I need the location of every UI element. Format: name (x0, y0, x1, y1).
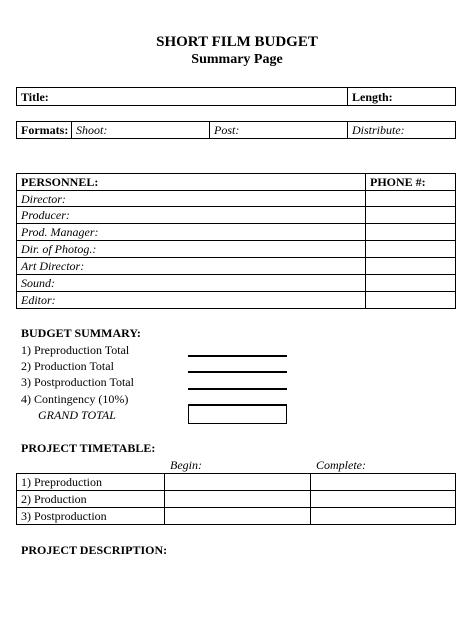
timetable-row-production: 2) Production (21, 492, 87, 506)
budget-item-preproduction: 1) Preproduction Total (21, 343, 130, 357)
timetable-row-preproduction: 1) Preproduction (21, 475, 102, 489)
personnel-row-line (16, 257, 456, 258)
project-description-heading: PROJECT DESCRIPTION: (21, 543, 168, 557)
personnel-table (16, 173, 456, 309)
personnel-row-line (16, 274, 456, 275)
timetable-heading: PROJECT TIMETABLE: (21, 441, 156, 455)
personnel-row-line (16, 206, 456, 207)
grand-total-field[interactable] (188, 405, 287, 424)
personnel-row-line (16, 240, 456, 241)
grand-total-label: GRAND TOTAL (38, 408, 116, 422)
role-producer: Producer: (21, 208, 70, 222)
document-title: SHORT FILM BUDGET (156, 34, 318, 50)
role-dir-of-photog: Dir. of Photog.: (21, 242, 97, 256)
budget-item-postproduction: 3) Postproduction Total (21, 375, 134, 389)
role-sound: Sound: (21, 276, 55, 290)
personnel-row-line (16, 190, 456, 191)
budget-item-contingency: 4) Contingency (10%) (21, 392, 129, 406)
document-subtitle: Summary Page (191, 52, 283, 67)
budget-summary-heading: BUDGET SUMMARY: (21, 326, 141, 340)
length-label: Length: (352, 90, 393, 104)
post-label: Post: (214, 123, 240, 137)
timetable-divider-begin (164, 473, 165, 525)
postproduction-total-field[interactable] (188, 388, 287, 390)
formats-label: Formats: (21, 123, 69, 137)
personnel-row-line (16, 291, 456, 292)
production-total-field[interactable] (188, 371, 287, 373)
title-label: Title: (21, 90, 49, 104)
formats-divider-2 (209, 121, 210, 139)
personnel-row-line (16, 223, 456, 224)
timetable-row-postproduction: 3) Postproduction (21, 509, 107, 523)
budget-item-production: 2) Production Total (21, 359, 114, 373)
role-art-director: Art Director: (21, 259, 85, 273)
timetable-divider-complete (310, 473, 311, 525)
personnel-header: PERSONNEL: (21, 175, 99, 189)
complete-label: Complete: (316, 458, 366, 472)
role-director: Director: (21, 192, 66, 206)
role-editor: Editor: (21, 293, 56, 307)
timetable-row-line (16, 507, 456, 508)
formats-divider-1 (71, 121, 72, 139)
title-row-divider (347, 87, 348, 106)
preproduction-total-field[interactable] (188, 355, 287, 357)
timetable-row-line (16, 490, 456, 491)
role-prod-manager: Prod. Manager: (21, 225, 99, 239)
begin-label: Begin: (170, 458, 202, 472)
formats-divider-3 (347, 121, 348, 139)
phone-header: PHONE #: (370, 175, 426, 189)
personnel-phone-divider (365, 173, 366, 309)
shoot-label: Shoot: (76, 123, 108, 137)
distribute-label: Distribute: (352, 123, 405, 137)
